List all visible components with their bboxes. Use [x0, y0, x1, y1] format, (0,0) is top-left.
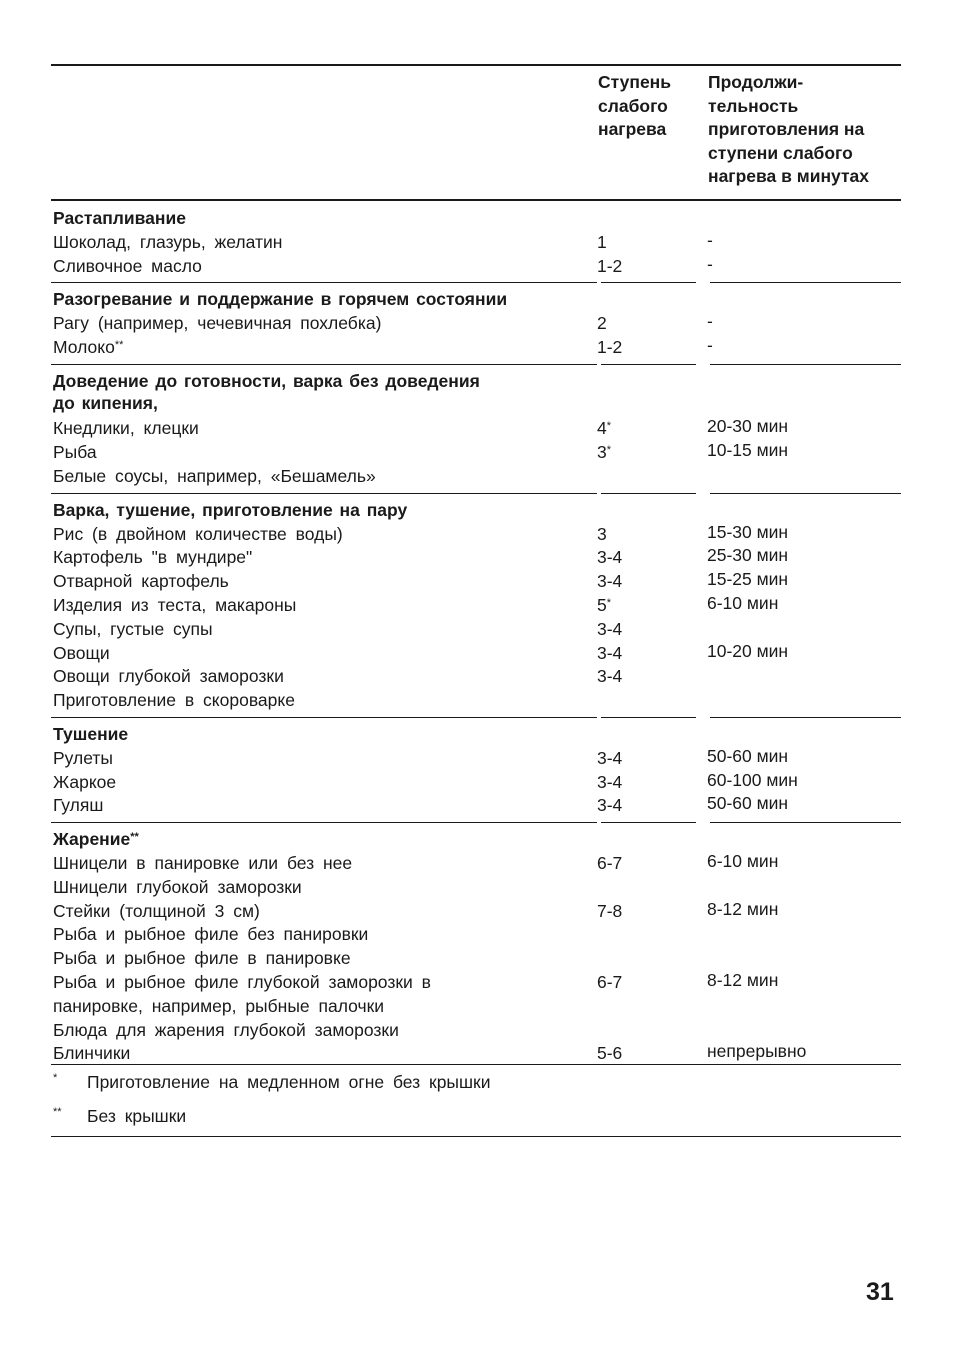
heat-level	[597, 1017, 707, 1041]
table-row	[51, 993, 901, 1017]
header-duration-line: ступени слабого	[708, 142, 853, 163]
food-item: Стейки (толщиной 3 см)	[53, 900, 260, 921]
table-row	[51, 544, 901, 568]
food-item: Рулеты	[53, 747, 113, 768]
table-header	[51, 66, 901, 201]
table-row	[51, 592, 901, 616]
food-item: Жаркое	[53, 771, 117, 792]
cook-duration	[707, 463, 901, 487]
cook-duration	[707, 874, 901, 898]
section-title: Разогревание и поддержание в горячем состоянии	[53, 289, 508, 310]
table-row	[51, 850, 901, 874]
table-row	[51, 616, 901, 640]
header-heat-level-line: нагрева	[598, 119, 667, 139]
cook-duration	[707, 921, 901, 945]
table-row	[51, 687, 901, 711]
food-item: Шоколад, глазурь, желатин	[53, 231, 283, 252]
header-duration-line: приготовления на	[708, 119, 865, 139]
table-row	[51, 921, 901, 945]
footnote-text: Без крышки	[87, 1106, 187, 1127]
food-item: Рыба и рыбное филе в панировке	[53, 948, 351, 969]
table-row	[51, 568, 901, 592]
table-row	[51, 253, 901, 277]
food-item: Рыба и рыбное филе глубокой заморозки в	[53, 971, 431, 992]
table-row	[51, 439, 901, 463]
cook-duration: -	[707, 311, 713, 332]
cook-duration: 50-60 мин	[707, 793, 789, 814]
cook-duration: -	[707, 253, 713, 274]
cook-duration	[707, 687, 901, 711]
heat-level: 3-4	[597, 618, 623, 639]
footnote-text: Приготовление на медленном огне без крышки	[87, 1072, 491, 1093]
cook-duration: 8-12 мин	[707, 969, 779, 990]
table-row	[51, 945, 901, 969]
cook-duration: 20-30 мин	[707, 416, 789, 437]
header-heat-level	[598, 71, 671, 142]
footnote-mark: **	[53, 1106, 62, 1119]
heat-level	[597, 945, 707, 969]
heat-level	[597, 993, 707, 1017]
heat-level: 1-2	[597, 255, 623, 276]
food-item: Гуляш	[53, 795, 104, 816]
heat-level: 3-4	[597, 771, 623, 792]
heat-level: 3-4	[597, 747, 623, 768]
table-row	[51, 769, 901, 793]
food-item: Рис (в двойном количестве воды)	[53, 523, 343, 544]
table-section	[51, 493, 901, 717]
heat-level: 4*	[597, 418, 612, 439]
section-title: Доведение до готовности, варка без доведения	[53, 370, 480, 391]
table-section	[51, 201, 901, 282]
header-duration-line: нагрева в минутах	[708, 166, 870, 186]
heat-level: 3-4	[597, 666, 623, 687]
table-row	[51, 334, 901, 358]
heat-level: 3-4	[597, 795, 623, 816]
cook-duration: -	[707, 334, 713, 355]
header-duration-line: тельность	[708, 95, 799, 116]
table-row	[51, 663, 901, 687]
heat-level: 3*	[597, 442, 612, 463]
cook-duration: 15-25 мин	[707, 569, 789, 590]
table-body	[51, 201, 901, 1064]
food-item: Приготовление в скороварке	[53, 690, 295, 711]
table-section	[51, 717, 901, 822]
cook-duration: 8-12 мин	[707, 898, 779, 919]
cook-duration	[707, 993, 901, 1017]
table-row	[51, 640, 901, 664]
table-row	[51, 521, 901, 545]
food-item: Отварной картофель	[53, 571, 229, 592]
page-number: 31	[866, 1278, 894, 1306]
header-heat-level-line: слабого	[598, 95, 668, 116]
heat-level: 3-4	[597, 571, 623, 592]
cook-duration	[707, 663, 901, 687]
footnote	[51, 1104, 901, 1130]
food-item: панировке, например, рыбные палочки	[53, 995, 385, 1016]
heat-level: 2	[597, 313, 607, 334]
food-item: Молоко**	[53, 336, 124, 357]
food-item: Кнедлики, клецки	[53, 418, 199, 439]
heat-level	[597, 687, 707, 711]
cook-duration: 6-10 мин	[707, 850, 779, 871]
cook-duration	[707, 616, 901, 640]
header-duration-line: Продолжи-	[708, 72, 804, 92]
table-row	[51, 1017, 901, 1041]
food-item: Картофель "в мундире"	[53, 547, 253, 568]
food-item: Рагу (например, чечевичная похлебка)	[53, 313, 382, 334]
food-item: Овощи глубокой заморозки	[53, 666, 284, 687]
cook-duration	[707, 1017, 901, 1041]
section-title: Тушение	[53, 723, 129, 744]
footnote-mark: *	[53, 1072, 58, 1085]
heat-level	[597, 921, 707, 945]
food-item: Блинчики	[53, 1043, 131, 1064]
table-row	[51, 497, 901, 521]
footnote	[51, 1070, 901, 1104]
table-row	[51, 1040, 901, 1064]
table-row	[51, 874, 901, 898]
cook-duration: -	[707, 229, 713, 250]
heat-level: 1	[597, 231, 607, 252]
cook-duration: 15-30 мин	[707, 521, 789, 542]
table-row	[51, 826, 901, 850]
heat-level: 7-8	[597, 900, 623, 921]
table-row	[51, 286, 901, 310]
cook-duration: 10-20 мин	[707, 640, 789, 661]
footnotes	[51, 1064, 901, 1137]
heat-level: 1-2	[597, 336, 623, 357]
heat-level: 6-7	[597, 971, 623, 992]
heat-level: 5*	[597, 594, 612, 615]
section-title: Растапливание	[53, 208, 186, 228]
section-title: до кипения,	[53, 392, 158, 413]
cook-duration: 10-15 мин	[707, 440, 789, 461]
header-duration	[708, 71, 869, 189]
table-row	[51, 969, 901, 993]
table-row	[51, 898, 901, 922]
table-row	[51, 368, 901, 392]
heat-level: 3-4	[597, 547, 623, 568]
table-row	[51, 392, 901, 416]
heat-level	[597, 463, 707, 487]
table-row	[51, 745, 901, 769]
table-row	[51, 792, 901, 816]
heat-level	[597, 874, 707, 898]
heat-level: 6-7	[597, 852, 623, 873]
table-row	[51, 415, 901, 439]
food-item: Рыба	[53, 442, 97, 463]
cook-duration: 50-60 мин	[707, 745, 789, 766]
food-item: Овощи	[53, 642, 110, 663]
cook-duration: 60-100 мин	[707, 769, 798, 790]
food-item: Шницели глубокой заморозки	[53, 876, 302, 897]
food-item: Шницели в панировке или без нее	[53, 852, 353, 873]
section-title: Жарение**	[53, 829, 139, 850]
heat-level: 3-4	[597, 642, 623, 663]
food-item: Рыба и рыбное филе без панировки	[53, 924, 369, 945]
table-row	[51, 310, 901, 334]
food-item: Изделия из теста, макароны	[53, 594, 297, 615]
table-section	[51, 822, 901, 1064]
cook-duration	[707, 945, 901, 969]
food-item: Белые соусы, например, «Бешамель»	[53, 465, 376, 486]
cook-duration: 25-30 мин	[707, 545, 789, 566]
table-row	[51, 229, 901, 253]
table-section	[51, 282, 901, 363]
food-item: Сливочное масло	[53, 255, 202, 276]
cook-duration: непрерывно	[707, 1041, 807, 1062]
settings-table	[51, 64, 901, 1137]
table-row	[51, 721, 901, 745]
header-heat-level-line: Ступень	[598, 72, 672, 92]
table-section	[51, 364, 901, 493]
cook-duration: 6-10 мин	[707, 592, 779, 613]
food-item: Супы, густые супы	[53, 618, 213, 639]
heat-level: 5-6	[597, 1043, 623, 1064]
section-title: Варка, тушение, приготовление на пару	[53, 499, 408, 520]
table-row	[51, 205, 901, 229]
table-row	[51, 463, 901, 487]
food-item: Блюда для жарения глубокой заморозки	[53, 1019, 399, 1040]
heat-level: 3	[597, 523, 607, 544]
